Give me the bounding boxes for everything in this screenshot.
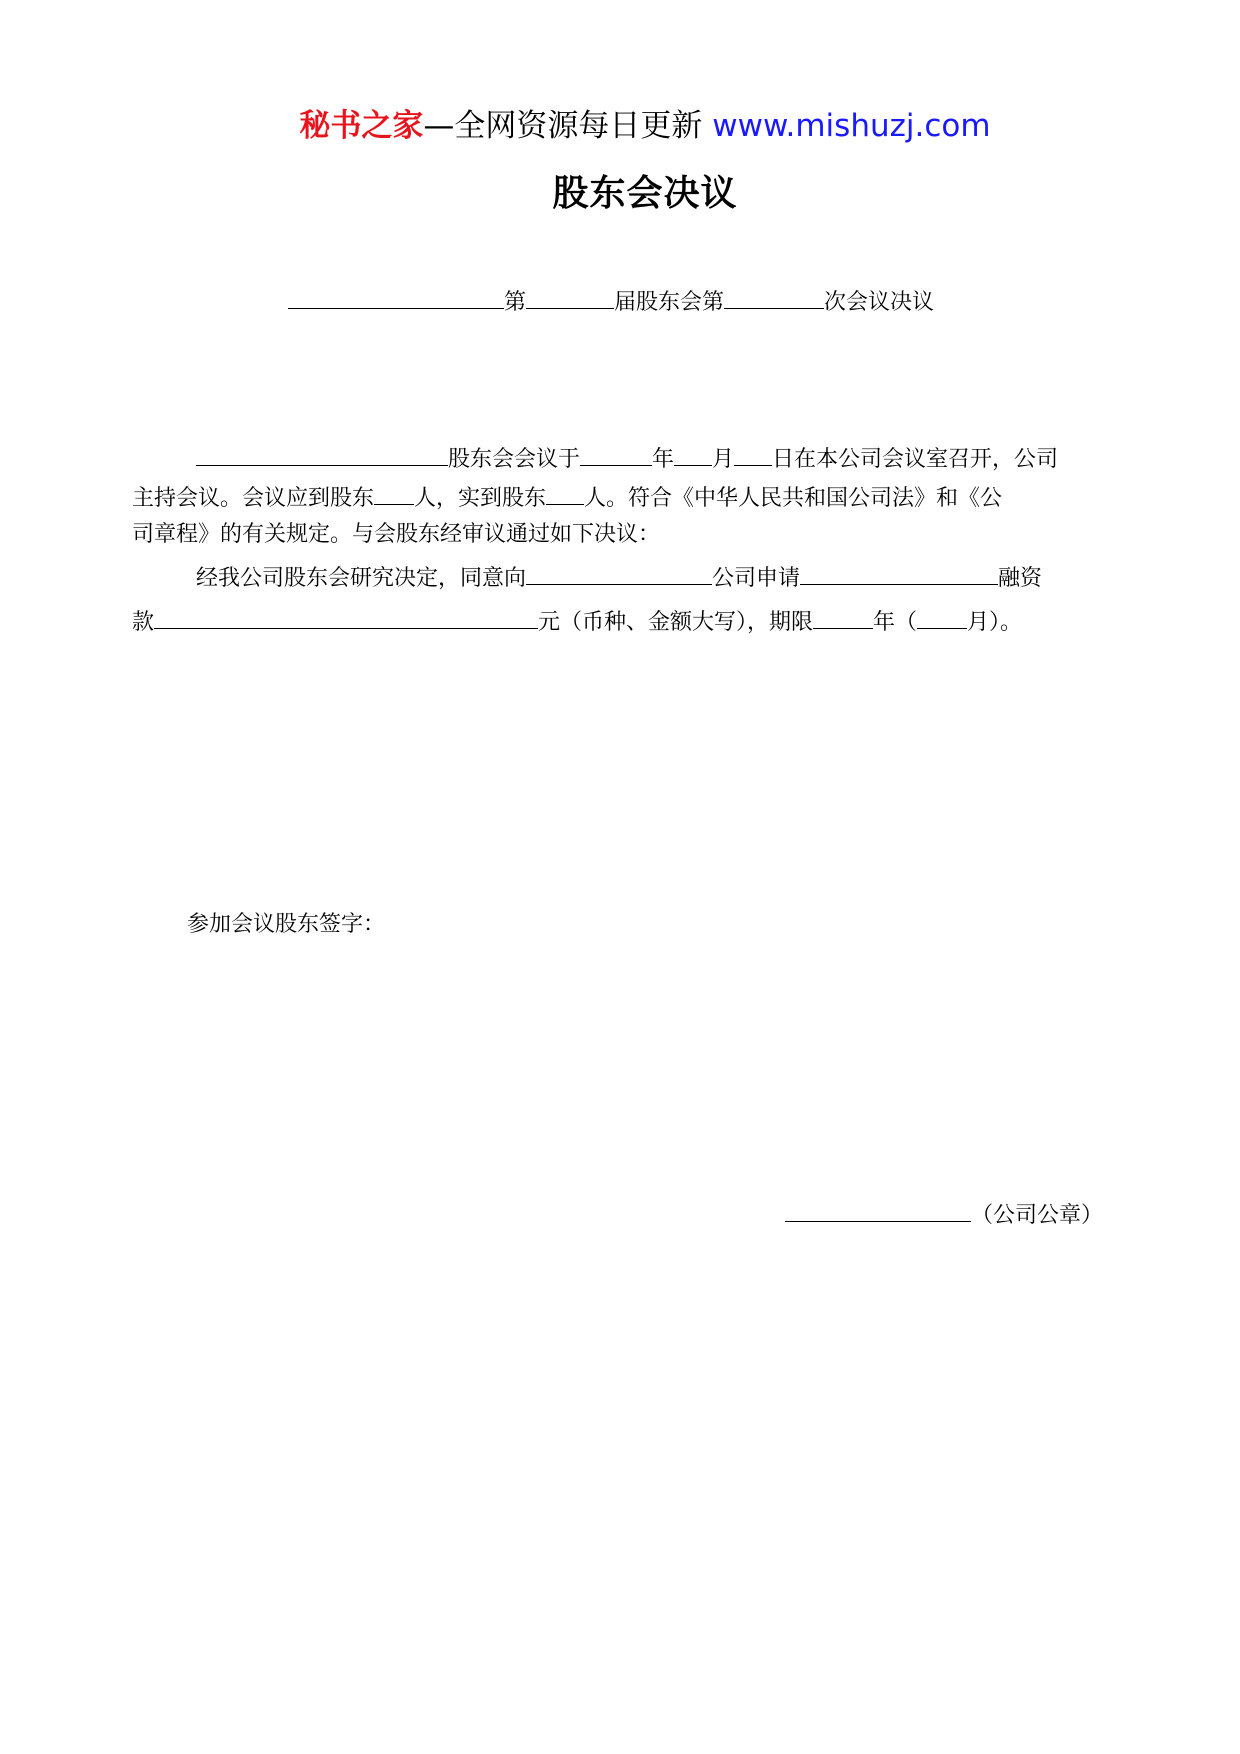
paragraph-line-2	[132, 482, 1002, 514]
company-name-blank[interactable]	[288, 286, 504, 309]
text-span: 人，实到股东	[414, 486, 547, 511]
text-span: 司章程》的有关规定。与会股东经审议通过如下决议：	[132, 522, 661, 547]
text-span: 股东会会议于	[448, 447, 581, 472]
year-blank[interactable]	[580, 443, 652, 466]
day-blank[interactable]	[734, 443, 772, 466]
expected-shareholders-blank[interactable]	[374, 482, 414, 505]
text-span: 月	[712, 447, 735, 472]
subtitle-text-1: 第	[504, 290, 527, 315]
text-span: 融资	[998, 566, 1043, 591]
company-seal-line	[785, 1199, 1103, 1231]
banner-slogan: —全网资源每日更新	[423, 108, 713, 144]
company-blank[interactable]	[196, 443, 448, 466]
month-blank[interactable]	[674, 443, 712, 466]
text-span: 年	[652, 447, 675, 472]
resolution-subtitle	[288, 286, 934, 318]
text-span: 月）。	[967, 610, 1023, 635]
header-banner	[0, 100, 1240, 145]
signature-label: 参加会议股东签字：	[187, 912, 386, 937]
text-span: 主持会议。会议应到股东	[132, 486, 375, 511]
text-span: 人。符合《中华人民共和国公司法》和《公	[584, 486, 1003, 511]
paragraph-line-3	[132, 520, 660, 550]
term-months-blank[interactable]	[917, 606, 967, 629]
amount-blank[interactable]	[154, 606, 538, 629]
paragraph-line-1	[196, 443, 1058, 475]
seal-label: （公司公章）	[971, 1203, 1104, 1228]
document-title: 股东会决议	[552, 173, 738, 214]
session-blank[interactable]	[526, 286, 614, 309]
paragraph-line-4	[196, 562, 1042, 594]
text-span: 年（	[873, 610, 918, 635]
site-url[interactable]: www.mishuzj.com	[712, 108, 991, 144]
paragraph-line-5	[132, 606, 1022, 638]
seal-blank[interactable]	[785, 1199, 971, 1222]
text-span: 元（币种、金额大写），期限	[538, 610, 814, 635]
subtitle-text-2: 届股东会第	[614, 290, 725, 315]
text-span: 经我公司股东会研究决定，同意向	[196, 566, 527, 591]
text-span: 款	[132, 610, 155, 635]
brand-name: 秘书之家	[299, 108, 424, 144]
subtitle-text-3: 次会议决议	[824, 290, 935, 315]
text-span: 日在本公司会议室召开，公司	[772, 447, 1059, 472]
financing-type-blank[interactable]	[800, 562, 998, 585]
lender-blank[interactable]	[526, 562, 712, 585]
term-years-blank[interactable]	[813, 606, 873, 629]
text-span: 公司申请	[712, 566, 801, 591]
meeting-number-blank[interactable]	[724, 286, 824, 309]
present-shareholders-blank[interactable]	[546, 482, 584, 505]
